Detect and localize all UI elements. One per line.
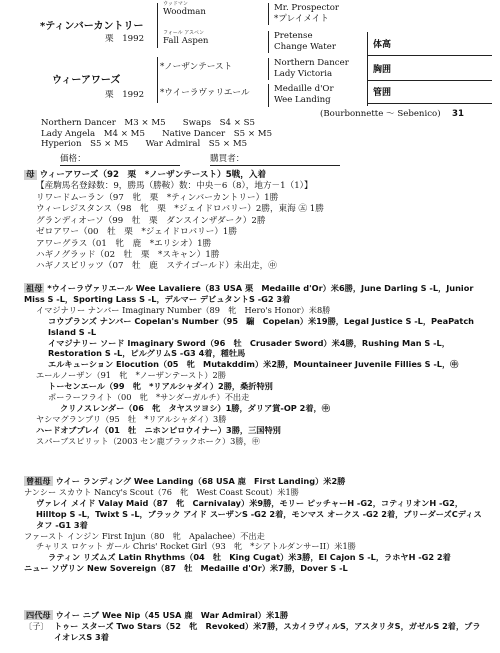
sire-name: *ティンバーカントリー: [40, 21, 144, 32]
produce-line: スパーブスピリット（2003 セン鹿ブラックホーク）3勝，㊥: [36, 435, 260, 446]
g3-5: Northern Dancer: [274, 58, 349, 68]
sire-year: 栗 1992: [105, 34, 145, 44]
sire-sire: [163, 2, 206, 18]
g3-8: Wee Landing: [274, 95, 331, 105]
foal-line: ウィーレジスタンス（98 牝 栗 *ジェイドロバリー）2勝，東海 ㊄ 1勝: [36, 204, 324, 215]
buyer-field[interactable]: [210, 165, 340, 166]
price-label: 価格：: [60, 154, 86, 164]
g4-record: ウイー ニブ Wee Nip（45 USA 鹿 War Admiral）米1勝: [55, 610, 289, 620]
foal-line: リワードムーラン（97 牝 栗 *ティンバーカントリー）1勝: [36, 192, 279, 203]
dam-section: [24, 170, 484, 273]
produce-line: イマジナリー ソード Imaginary Sword（96 牡 Crusader Sword）米4勝，Rushing Man S -L，Restoration S -L，ピルグリムS -G3 4着，種牡馬: [48, 337, 450, 359]
section-tag-dam: 母: [26, 170, 35, 180]
family-note: (Bourbonnette ～ Sebenico): [320, 109, 441, 119]
dam-sire: *ノーザンテースト: [160, 62, 233, 72]
g4-section: [24, 610, 484, 643]
dam-produce-summary: 【産駒馬名登録数：9，勝馬（勝鞍）数：中央－6（8），地方－1（1）】: [36, 181, 313, 192]
bracket-line: [157, 57, 158, 103]
produce-line: コウプランズ ナンバー Copelan's Number（95 騸 Copelan）米19勝，Legal Justice S -L，PeaPatch Island S -L: [48, 315, 475, 337]
produce-line: ファースト インジン First Injun（80 牝 Apalachee）不出走: [24, 530, 265, 541]
sire-dam-ruby: フォール アスペン: [163, 30, 205, 36]
family-number: 31: [452, 109, 464, 119]
inbreeding-line: Hyperion S5 × M5 War Admiral S5 × M5: [41, 139, 248, 150]
height-box[interactable]: [367, 38, 492, 56]
produce-line: ニュー ソヴリン New Sovereign（87 牡 Medaille d'Or）米7勝，Dover S -L: [24, 563, 348, 574]
inbreeding-line: Northern Dancer M3 × M5 Swaps S4 × S5: [41, 118, 256, 128]
dam-record: ウィーアワーズ（92 栗 *ノーザンテースト）5戦，入着: [39, 170, 267, 180]
produce-line: ラティン リズムズ Latin Rhythms（04 牡 King Cugat）米3勝，El Cajon S -L，ラホヤH -G2 2着: [48, 552, 451, 563]
produce-line: イマジナリー ナンバー Imaginary Number（89 牝 Hero's Honor）米8勝: [36, 304, 331, 315]
sire-sire-name: Woodman: [163, 7, 206, 17]
section-tag-granddam: 祖母: [26, 283, 43, 293]
sire-dam: [163, 31, 208, 47]
section-tag-g4: 四代母: [26, 610, 51, 620]
dam-year: 栗 1992: [105, 90, 145, 100]
foal-line: アワーグラス（01 牝 鹿 *エリシオ）1勝: [36, 238, 212, 249]
produce-line: ハードオブプレイ（01 牡 ニホンピロウイナー）3勝，三国特別: [36, 424, 281, 435]
dam-name: ウィーアワーズ: [52, 75, 121, 86]
produce-line: クリノスレンダー（06 牝 タヤスツヨシ）1勝，ダリア賞-OP 2着，㊥: [60, 402, 330, 413]
foal-line: ハギノグラッド（02 牡 栗 *スキャン）1勝: [36, 249, 220, 260]
g3-1: Mr. Prospector: [274, 3, 340, 13]
produce-line: ポーラーフライト（00 牝 *サンダーガルチ）不出走: [48, 392, 250, 403]
price-field[interactable]: [60, 165, 180, 166]
inbreeding-list: [41, 118, 272, 150]
produce-line: エールノーザン（91 牝 *ノーザンテースト）2勝: [36, 370, 226, 381]
produce-line: エルキューション Elocution（05 牝 Mutakddim）米2勝，Mountaineer Juvenile Fillies S -L，㊥: [48, 359, 459, 370]
cannon-box[interactable]: [367, 86, 492, 104]
chest-box[interactable]: [367, 63, 492, 81]
produce-line: ヴァレイ メイド Valay Maid（87 牝 Carnivalay）米9勝，モリー ピッチャーH -G2，コティリオンH -G2，Hilltop S -L，Twixt S -L，ブラック アイド スーザンS -G2 2着，モンマス オークス -G2 2着，ブリーダーズCディスタフ -G1 3着: [36, 497, 482, 530]
sire-dam-name: Fall Aspen: [163, 36, 209, 46]
granddam-section: [24, 283, 484, 447]
g3-6: Lady Victoria: [274, 69, 333, 79]
great-granddam-section: [24, 476, 484, 574]
produce-line: トゥー スターズ Two Stars（52 牝 Revoked）米7勝，スカイラヴィルS，アスタリタS，ガゼルS 2着，プライオレスS 3着: [54, 620, 481, 642]
granddam-record: *ウイーラヴァリエール Wee Lavaliere（83 USA 栗 Medaille d'Or）米6勝，June Darling S -L，Junior Miss S -L，Sporting Lass S -L，デルマー デビュタントS -G2 3着: [24, 283, 474, 304]
g3-3: Pretense: [274, 31, 313, 41]
g3-4: Change Water: [274, 42, 336, 52]
bracket-line: [268, 84, 269, 107]
g3-2: *プレイメイト: [274, 14, 329, 24]
cannon-label: 管囲: [373, 88, 392, 98]
inbreeding-line: Lady Angela M4 × M5 Native Dancer S5 × M5: [41, 128, 273, 139]
g3-7: Medaille d'Or: [274, 84, 334, 94]
great-granddam-record: ウイー ランディング Wee Landing（68 USA 鹿 First Landing）米2勝: [55, 476, 346, 486]
produce-line: チャリス ロケット ガール Chris' Rocket Girl（93 牝 *シアトルダンサーII）米1勝: [36, 541, 356, 552]
foal-line: ハギノスピリッツ（07 牡 鹿 ステイゴールド）未出走，㊥: [36, 261, 277, 272]
chest-label: 胸囲: [373, 65, 392, 75]
dam-dam: *ウイーラヴァリエール: [160, 88, 250, 98]
foal-line: ゼロアワー（00 牡 栗 *ジェイドロバリー）1勝: [36, 227, 237, 238]
bracket-line: [157, 3, 158, 48]
height-label: 体高: [373, 40, 392, 50]
child-marker: 〔子〕: [24, 620, 49, 631]
bracket-line: [268, 58, 269, 80]
produce-line: ヤシマグランプリ（95 牡 *リアルシャダイ）3勝: [36, 413, 227, 424]
bracket-line: [268, 3, 269, 25]
produce-line: ナンシー スカウト Nancy's Scout（76 牝 West Coast Scout）米1勝: [24, 486, 299, 497]
buyer-label: 購買者：: [210, 154, 245, 164]
sire-sire-ruby: ウッドマン: [163, 1, 188, 7]
bracket-line: [268, 31, 269, 53]
foal-line: グランディオーソ（99 牡 栗 ダンスインザダーク）2勝: [36, 215, 266, 226]
produce-line: トーセンエール（99 牝 *リアルシャダイ）2勝，桑折特別: [48, 381, 273, 392]
section-tag-great-granddam: 曾祖母: [26, 476, 51, 486]
